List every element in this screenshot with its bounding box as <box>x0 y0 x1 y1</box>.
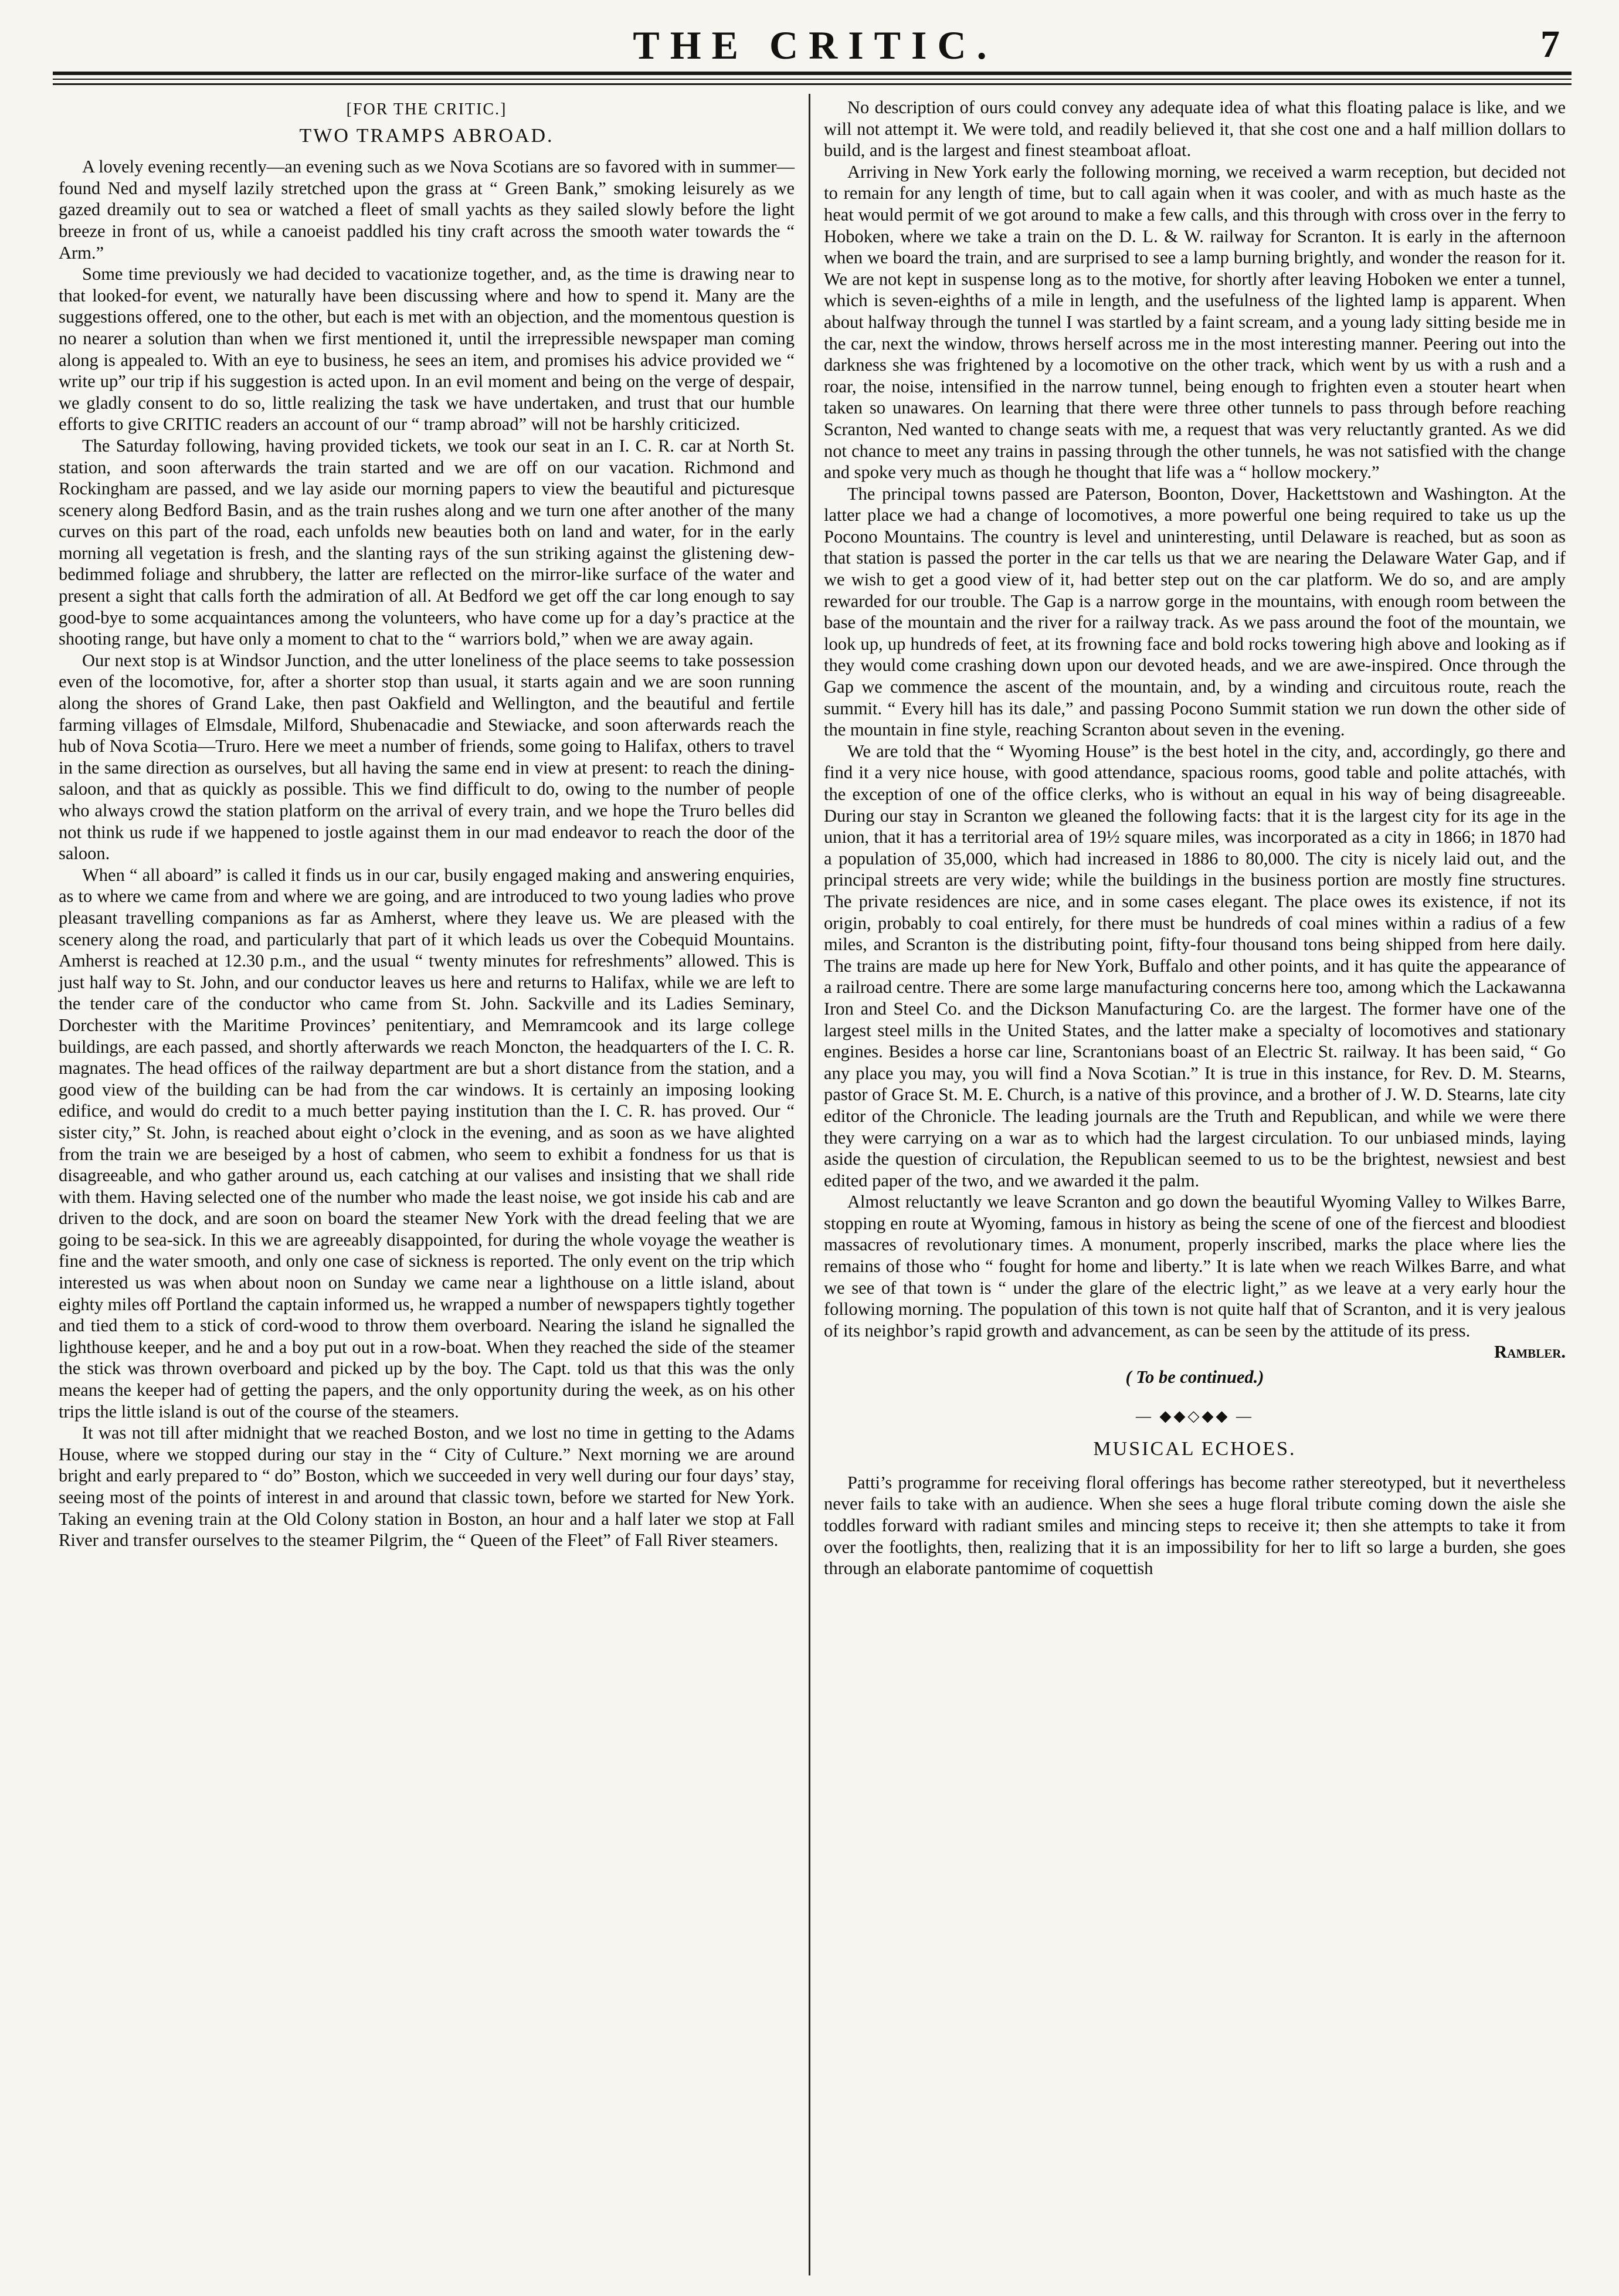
article-headline: TWO TRAMPS ABROAD. <box>299 124 554 147</box>
article-paragraph: Arriving in New York early the following morning, we received a warm reception, but decided not to remain for any length of time, but to call again when it was cooler, and with as much haste as the heat would permit of we got around to make a few calls, and this through with cross over in the ferry to Hoboken, where we take a train on the D. L. & W. railway for Scranton. It is early in the afternoon when we board the train, and are surprised to see a lamp burning brightly, and wonder the reason for it. We are not kept in suspense long as to the motive, for shortly after leaving Hoboken we enter a tunnel, which is seven-eighths of a mile in length, and the usefulness of the lighted lamp is apparent. When about halfway through the tunnel I was startled by a faint scream, and a young lady sitting beside me in the car, next the window, throws herself across me in the most interesting manner. Peering out into the darkness she was frightened by a locomotive on the other track, which went by us with a rush and a roar, the noise, intensified in the narrow tunnel, being enough to frighten even a stouter heart when taken so unawares. On learning that there were three other tunnels to pass through before reaching Scranton, Ned wanted to change seats with me, a request that was very reluctantly granted. As we did not chance to meet any trains in passing through the other tunnels, he was not satisfied with the change and spoke very much as though he thought that life was a “ hollow mockery.” <box>824 161 1566 483</box>
article-paragraph: Almost reluctantly we leave Scranton and go down the beautiful Wyoming Valley to Wilkes Barre, stopping en route at Wyoming, famous in history as being the scene of one of the fiercest and bloodiest massacres of revolutionary times. A monument, properly inscribed, marks the place where lies the remains of those who “ fought for home and liberty.” It is late when we reach Wilkes Barre, and what we see of that town is “ under the glare of the electric light,” as we leave at a very early hour the following morning. The population of this town is not quite half that of Scranton, and it is very jealous of its neighbor’s rapid growth and advancement, as can be seen by the attitude of its press. <box>824 1192 1566 1341</box>
masthead-title: THE CRITIC. <box>633 23 997 67</box>
article-paragraph: The principal towns passed are Paterson, Boonton, Dover, Hackettstown and Washington. At the latter place we had a change of locomotives, a more powerful one being required to take us up the Pocono Mountains. The country is level and uninteresting, until Delaware is reached, but as soon as that station is passed the porter in the car tells us that we are nearing the Delaware Water Gap, and if we wish to get a good view of it, had better step out on the car platform. We do so, and are amply rewarded for our trouble. The Gap is a narrow gorge in the mountains, with enough room between the base of the mountain and the river for a railway track. As we pass around the foot of the mountain, we look up, up hundreds of feet, at its frowning face and bold rocks towering high above and looking as if they would come crashing down upon our devoted heads, and we are awe-inspired. Once through the Gap we commence the ascent of the mountain, and, by a winding and circuitous route, reach the summit. “ Every hill has its dale,” and passing Pocono Summit station we run down the other side of the mountain in fine style, reaching Scranton about seven in the evening. <box>824 483 1566 740</box>
page-number: 7 <box>1540 23 1560 66</box>
header-rule <box>53 83 1572 85</box>
header-rule <box>53 79 1572 80</box>
article-kicker: [FOR THE CRITIC.] <box>346 100 507 118</box>
article-paragraph: It was not till after midnight that we reached Boston, and we lost no time in getting to the Adams House, where we stopped during our stay in the “ City of Culture.” Next morning we are around bright and early prepared to “ do” Boston, which we succeeded in very well during our four days’ stay, seeing most of the points of interest in and around that classic town, before we started for New York. Taking an evening train at the Old Colony station in Boston, an hour and a half later we stop at Fall River and transfer ourselves to the steamer Pilgrim, the “ Queen of the Fleet” of Fall River steamers. <box>59 1423 795 1551</box>
continued-note: ( To be continued.) <box>1125 1367 1264 1388</box>
article-paragraph: When “ all aboard” is called it finds us in our car, busily engaged making and answering enquiries, as to where we came from and where we are going, and are introduced to two young ladies who prove pleasant travelling companions as far as Amherst, where they leave us. We are pleased with the scenery along the road, and particularly that part of it which leads us over the Cobequid Mountains. Amherst is reached at 12.30 p.m., and the usual “ twenty minutes for refreshments” allowed. This is just half way to St. John, and our conductor leaves us here and returns to Halifax, while we are left to the tender care of the conductor who came from St. John. Sackville and its Ladies Seminary, Dorchester with the Maritime Provinces’ penitentiary, and Memramcook and its large college buildings, are each passed, and shortly afterwards we reach Moncton, the headquarters of the I. C. R. magnates. The head offices of the railway department are but a short distance from the station, and a good view of the building can be had from the car windows. It is certainly an imposing looking edifice, and would do credit to a much better paying institution than the I. C. R. has proved. Our “ sister city,” St. John, is reached about eight o’clock in the evening, and as soon as we have alighted from the train we are beseiged by a host of cabmen, who seem to exhibit a fondness for us that is disagreeable, and who gather around us, each catching at our valises and insisting that we shall ride with them. Having selected one of the number who made the least noise, we got inside his cab and are driven to the dock, and are soon on board the steamer New York with the dread feeling that we are going to be sea-sick. In this we are agreeably disappointed, for during the whole voyage the weather is fine and the water smooth, and only one case of sickness is reported. The only event on the trip which interested us was when about noon on Sunday we came near a lighthouse on a little island, about eighty miles off Portland the captain informed us, he wrapped a number of newspapers tightly together and tied them to a stick of cord-wood to throw them overboard. Nearing the island he signalled the lighthouse keeper, and he and a boy put out in a row-boat. When they reached the side of the steamer the stick was thrown overboard and picked up by the boy. The Capt. told us that this was the only means the keeper had of getting the papers, and the only opportunity during the week, as on his other trips the little island is out of the course of the steamers. <box>59 864 795 1422</box>
left-column <box>59 97 795 1551</box>
article-paragraph: Some time previously we had decided to vacationize together, and, as the time is drawing near to that looked-for event, we naturally have been discussing where and how to spend it. Many are the suggestions offered, one to the other, but each is met with an objection, and the momentous question is no nearer a solution than when we first mentioned it, until the irrepressible newspaper man coming along is appealed to. With an eye to business, he sees an item, and promises his advice provided we “ write up” our trip if his suggestion is acted upon. In an evil moment and being on the verge of despair, we gladly consent to do so, little realizing the task we have undertaken, and trust that our humble efforts to give CRITIC readers an account of our “ tramp abroad” will not be harshly criticized. <box>59 264 795 435</box>
article-paragraph: We are told that the “ Wyoming House” is the best hotel in the city, and, accordingly, go there and find it a very nice house, with good attendance, spacious rooms, good table and polite attachés, with the exception of one of the office clerks, who is without an equal in his way of being disagreeable. During our stay in Scranton we gleaned the following facts: that it is the largest city for its age in the union, that it has a territorial area of 19½ square miles, was incorporated as a city in 1866; in 1870 had a population of 35,000, which had increased in 1886 to 80,000. The city is nicely laid out, and the principal streets are very wide; while the buildings in the business portion are mostly fine structures. The private residences are nice, and in some cases elegant. The place owes its existence, if not its origin, probably to coal entirely, for there must be hundreds of coal mines within a radius of a few miles, and Scranton is the distributing point, fifty-four thousand tons being shipped from here daily. The trains are made up here for New York, Buffalo and other points, and it has quite the appearance of a railroad centre. There are some large manufacturing concerns here too, among which the Lackawanna Iron and Steel Co. and the Dickson Manufacturing Co. are the largest. The former have one of the largest steel mills in the United States, and the latter make a specialty of locomotives and stationary engines. Besides a horse car line, Scrantonians boast of an Electric St. railway. It has been said, “ Go any place you may, you will find a Nova Scotian.” It is true in this instance, for Rev. D. M. Stearns, pastor of Grace St. M. E. Church, is a native of this province, and a brother of J. W. D. Stearns, late city editor of the Chronicle. The leading journals are the Truth and Republican, and while we were there they were carrying on a war as to which had the largest circulation. To our unbiased minds, laying aside the question of circulation, the Republican seemed to us to be the brightest, newsiest and best edited paper of the two, and we awarded it the palm. <box>824 741 1566 1191</box>
masthead <box>53 22 1577 69</box>
right-column <box>824 97 1566 1579</box>
section-headline: MUSICAL ECHOES. <box>1093 1438 1296 1460</box>
article-paragraph: Our next stop is at Windsor Junction, and the utter loneliness of the place seems to take possession even of the locomotive, for, after a shorter stop than usual, it starts again and we are soon running along the shores of Grand Lake, then past Oakfield and Wellington, and the beautiful and fertile farming villages of Elmsdale, Milford, Shubenacadie and Stewiacke, and soon afterwards reach the hub of Nova Scotia—Truro. Here we meet a number of friends, some going to Halifax, others to travel in the same direction as ourselves, but all having the same end in view at present: to reach the dining-saloon, and that as quickly as possible. This we find difficult to do, owing to the number of people who always crowd the station platform on the arrival of every train, and we hope the Truro belles did not think us rude if we happened to jostle against them in our mad endeavor to reach the door of the saloon. <box>59 650 795 864</box>
article-paragraph: Patti’s programme for receiving floral offerings has become rather stereotyped, but it nevertheless never fails to take with an audience. When she sees a huge floral tribute coming down the aisle she toddles forward with radiant smiles and mincing steps to receive it; then she attempts to take it from over the footlights, then, realizing that it is an impossibility for her to lift so large a burden, she goes through an elaborate pantomime of coquettish <box>824 1472 1566 1579</box>
article-paragraph: A lovely evening recently—an evening such as we Nova Scotians are so favored with in summer—found Ned and myself lazily stretched upon the grass at “ Green Bank,” smoking leisurely as we gazed dreamily out to sea or watched a fleet of small yachts as they sailed slowly before the light breeze in front of us, while a canoeist paddled his tiny craft across the smooth water towards the “ Arm.” <box>59 157 795 263</box>
header-rule <box>53 72 1572 75</box>
author-signature: Rambler. <box>1494 1342 1566 1362</box>
section-ornament: — ◆◆◇◆◆ — <box>1136 1407 1254 1425</box>
article-paragraph: No description of ours could convey any adequate idea of what this floating palace is like, and we will not attempt it. We were told, and readily believed it, that she cost one and a half million dollars to build, and is the largest and finest steamboat afloat. <box>824 97 1566 161</box>
column-divider <box>809 94 810 2275</box>
article-paragraph: The Saturday following, having provided tickets, we took our seat in an I. C. R. car at North St. station, and soon afterwards the train started and we are off on our vacation. Richmond and Rockingham are passed, and we lay aside our morning papers to view the beautiful and picturesque scenery along Bedford Basin, and as the train rushes along and we turn one after another of the many curves on this part of the road, each unfolds new beauties both on land and water, for in the early morning all vegetation is fresh, and the slanting rays of the sun striking against the glistening dew-bedimmed foliage and shrubbery, the latter are reflected on the mirror-like surface of the water and present a sight that calls forth the admiration of all. At Bedford we get off the car long enough to say good-bye to some acquaintances among the volunteers, who have come up for a day’s practice at the shooting range, but have only a moment to chat to the “ warriors bold,” when we are away again. <box>59 435 795 649</box>
